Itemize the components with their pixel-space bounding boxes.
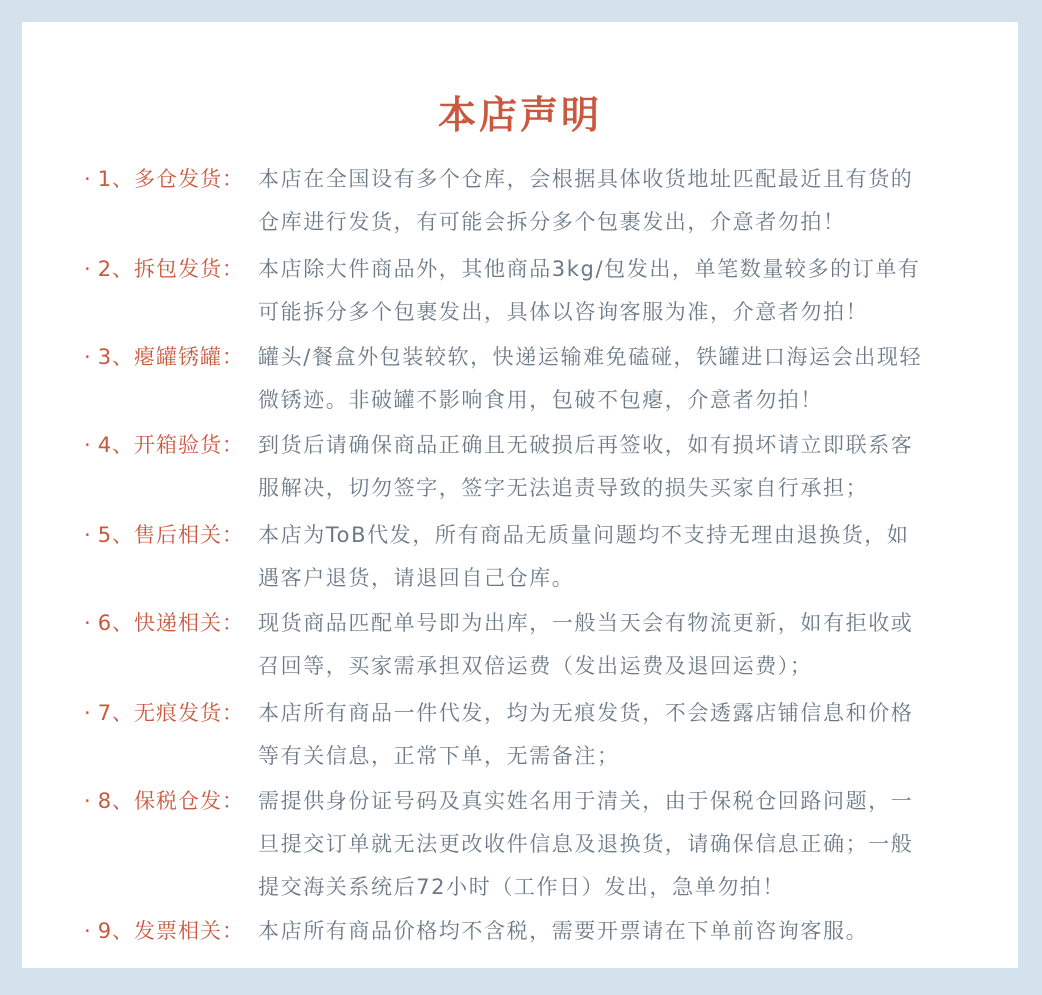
notice-item-text: 本店在全国设有多个仓库，会根据具体收货地址匹配最近且有货的 [258,167,914,191]
notice-item-text: 旦提交订单就无法更改收件信息及退换货，请确保信息正确；一般 [258,832,914,856]
bullet-icon: · [84,789,92,813]
notice-item-label [84,693,244,733]
notice-item-text: 召回等，买家需承担双倍运费（发出运费及退回运费）； [258,654,813,678]
notice-item-text: 可能拆分多个包裹发出，具体以咨询客服为准，介意者勿拍！ [258,300,869,324]
notice-item-label-text: 8、保税仓发： [97,789,245,813]
notice-item-label-text: 3、瘪罐锈罐： [97,345,245,369]
notice-item-text: 本店所有商品价格均不含税，需要开票请在下单前咨询客服。 [258,919,869,943]
notice-item-label [84,337,244,377]
notice-item-text: 本店所有商品一件代发，均为无痕发货，不会透露店铺信息和价格 [258,701,914,725]
notice-item-label-text: 1、多仓发货： [97,167,245,191]
notice-item-text: 罐头/餐盒外包装较软，快递运输难免磕碰，铁罐进口海运会出现轻 [258,345,923,369]
notice-item-text: 微锈迹。非破罐不影响食用，包破不包瘪，介意者勿拍！ [258,388,823,412]
bullet-icon: · [84,611,92,635]
notice-item-text: 现货商品匹配单号即为出库，一般当天会有物流更新，如有拒收或 [258,611,914,635]
notice-item-text: 本店为ToB代发，所有商品无质量问题均不支持无理由退换货，如 [258,523,910,547]
bullet-icon: · [84,257,92,281]
bullet-icon: · [84,167,92,191]
notice-item-label-text: 2、拆包发货： [97,257,245,281]
notice-item-label [84,781,244,821]
notice-item-label-text: 7、无痕发货： [97,701,245,725]
bullet-icon: · [84,433,92,457]
notice-item-label [84,249,244,289]
page-title: 本店声明 [437,93,602,137]
notice-item-text: 仓库进行发货，有可能会拆分多个包裹发出，介意者勿拍！ [258,210,846,234]
bullet-icon: · [84,523,92,547]
notice-item-text: 等有关信息，正常下单，无需备注； [258,744,620,768]
notice-item-label [84,603,244,643]
notice-item-text: 服解决，切勿签字，签字无法追责导致的损失买家自行承担； [258,476,869,500]
notice-item-label [84,425,244,465]
bullet-icon: · [84,919,92,943]
notice-item-text: 到货后请确保商品正确且无破损后再签收，如有损坏请立即联系客 [258,433,914,457]
bullet-icon: · [84,701,92,725]
notice-item-text: 本店除大件商品外，其他商品3kg/包发出，单笔数量较多的订单有 [258,257,921,281]
bullet-icon: · [84,345,92,369]
notice-item-text: 遇客户退货，请退回自己仓库。 [258,566,575,590]
notice-card [22,22,1018,968]
notice-item-text: 需提供身份证号码及真实姓名用于清关，由于保税仓回路问题，一 [258,789,914,813]
notice-item-label-text: 5、售后相关： [97,523,245,547]
notice-item-label-text: 4、开箱验货： [97,433,245,457]
notice-item-label [84,515,244,555]
notice-item-label-text: 6、快递相关： [97,611,245,635]
notice-item-label-text: 9、发票相关： [97,919,245,943]
notice-item-label [84,911,244,951]
notice-item-label [84,159,244,199]
notice-item-text: 提交海关系统后72小时（工作日）发出，急单勿拍！ [258,875,786,899]
